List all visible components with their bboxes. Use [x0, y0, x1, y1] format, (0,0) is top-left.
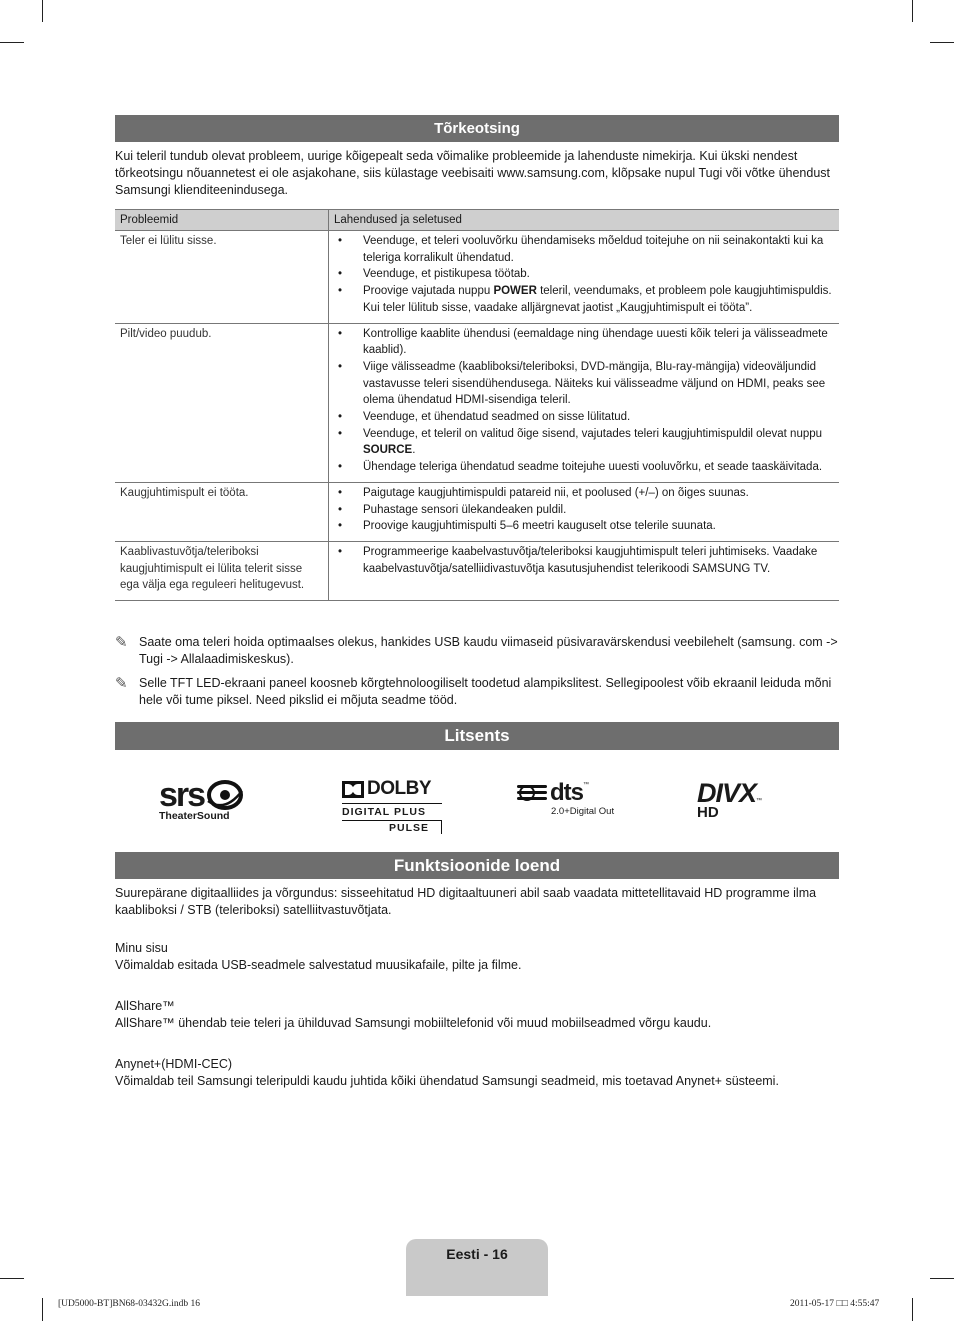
feature-title: AllShare™ [115, 999, 175, 1013]
problem-cell: Kaugjuhtimispult ei tööta. [115, 482, 329, 541]
note-text: Saate oma teleri hoida optimaalses olekus, hankides USB kaudu viimaseid püsivaravärskendusi veebilehelt (samsung. com -> Tugi -> Allalaadimiskeskus). [139, 635, 838, 666]
divx-mark: DIVX [697, 778, 757, 808]
solution-item: • Viige välisseadme (kaabliboksi/teleriboksi, DVD-mängija, Blu-ray-mängija) videoväljundid vastavusse teleri sisendühendusega. Näiteks kui välisseadme väljund on HDMI, peaks see olema ühendatud HDMI-sisendiga teleril. [358, 359, 834, 409]
dolby-line2: PULSE [342, 820, 442, 834]
dts-mark: dts [550, 779, 583, 806]
section-heading-features: Funktsioonide loend [115, 852, 839, 879]
crop-mark [930, 1278, 954, 1279]
feature-desc: AllShare™ ühendab teie teleri ja ühilduvad Samsungi mobiiltelefonid või muud mobiilseadmed võrgu kaudu. [115, 1016, 712, 1030]
solution-item: • Veenduge, et teleri vooluvõrku ühendamiseks mõeldud toitejuhe on nii seinakontakti kui ka teleriga korralikult ühendatud. [358, 233, 834, 266]
pencil-note-icon: ✎ [115, 675, 128, 692]
section-heading-licenses: Litsents [115, 722, 839, 750]
feature-title: Anynet+(HDMI-CEC) [115, 1057, 233, 1071]
table-header-row [115, 210, 839, 231]
table-row [115, 231, 839, 324]
solution-item: • Veenduge, et teleril on valitud õige sisend, vajutades teleri kaugjuhtimispuldil olevat nuppu SOURCE. [358, 426, 834, 459]
note [115, 675, 839, 709]
feature-desc: Võimaldab teil Samsungi teleripuldi kaudu juhtida kõiki ühendatud Samsungi seadmeid, mis toetavad Anynet+ süsteemi. [115, 1074, 779, 1088]
divx-tm: ™ [756, 798, 763, 804]
note [115, 634, 839, 668]
column-header-problems: Probleemid [115, 210, 329, 231]
srs-mark: srs [159, 776, 205, 814]
page-number-tab [406, 1239, 548, 1296]
srs-sub: TheaterSound [159, 810, 230, 822]
solution-item: • Veenduge, et ühendatud seadmed on sisse lülitatud. [358, 409, 834, 426]
feature-item [115, 1056, 839, 1090]
notes-block [115, 634, 839, 716]
crop-mark [912, 0, 913, 22]
srs-theatersound-logo [159, 778, 259, 822]
solution-item: • Proovige kaugjuhtimispulti 5–6 meetri kauguselt otse telerile suunata. [358, 518, 834, 535]
features-intro: Suurepärane digitaalliides ja võrgundus: sisseehitatud HD digitaaltuuneri abil saab vaadata mittetellitavaid HD programme ilma kaabliboksi / STB (teleriboksi) satelliitvastuvõtjata. [115, 886, 817, 917]
table-row [115, 541, 839, 600]
table-row [115, 323, 839, 482]
crop-mark [42, 0, 43, 22]
crop-mark [0, 42, 24, 43]
table-row [115, 482, 839, 541]
page-label: Eesti - 16 [446, 1246, 508, 1262]
feature-item [115, 940, 839, 974]
troubleshooting-table [115, 209, 839, 601]
section-heading-troubleshooting: Tõrkeotsing [115, 115, 839, 142]
dolby-mark: DOLBY [367, 778, 431, 799]
note-text: Selle TFT LED-ekraani paneel koosneb kõrgtehnoloogiliselt toodetud alampikslitest. Sellegipoolest võib ekraanil leiduda mõni hele või tume piksel. Need pikslid ei mõjuta seadme tööd. [139, 676, 832, 707]
crop-mark [42, 1298, 43, 1321]
dolby-digital-plus-logo [342, 778, 442, 834]
solution-item: • Paigutage kaugjuhtimispuldi patareid nii, et poolused (+/–) on õiges suunas. [358, 485, 834, 502]
solution-item: • Ühendage teleriga ühendatud seadme toitejuhe uuesti vooluvõrku, et seade taaskäivitada. [358, 459, 834, 476]
solution-cell [329, 323, 840, 482]
solution-cell [329, 541, 840, 600]
license-logos [115, 770, 839, 840]
solution-item: • Programmeerige kaabelvastuvõtja/teleriboksi kaugjuhtimispult teleri juhtimiseks. Vaadake kaabelvastuvõtja/satelliidivastuvõtja kasutusjuhendist telerikoodi SAMSUNG TV. [358, 544, 834, 577]
dolby-line1: DIGITAL PLUS [342, 803, 442, 818]
dts-digital-out-logo [517, 779, 627, 817]
column-header-solutions: Lahendused ja seletused [329, 210, 840, 231]
solution-item: • Veenduge, et pistikupesa töötab. [358, 266, 834, 283]
divx-sub: HD [697, 804, 719, 821]
problem-cell: Pilt/video puudub. [115, 323, 329, 482]
feature-desc: Võimaldab esitada USB-seadmele salvestatud muusikafaile, pilte ja filme. [115, 958, 522, 972]
pencil-note-icon: ✎ [115, 634, 128, 651]
dts-wave-icon [517, 782, 547, 804]
print-slug-left: [UD5000-BT]BN68-03432G.indb 16 [58, 1299, 200, 1309]
dolby-double-d-icon [342, 781, 364, 798]
solution-item: • Puhastage sensori ülekandeaken puldil. [358, 502, 834, 519]
dts-tm: ™ [583, 782, 589, 788]
troubleshooting-intro: Kui teleril tundub olevat probleem, uurige kõigepealt seda võimalike probleemide ja lahenduste nimekirja. Kui ükski nendest tõrkeotsingu nõuannetest ei ole asjakohane, siis külastage veebisaiti www.samsung.com, klõpsake nupul Tugi või võtke ühendust Samsungi klienditeenindusega. [115, 149, 831, 197]
divx-hd-logo [697, 780, 807, 820]
print-slug-right: 2011-05-17 □□ 4:55:47 [790, 1299, 880, 1309]
solution-item: • Kontrollige kaablite ühendusi (eemaldage ning ühendage uuesti kõik teleri ja välisseadmete kaablid). [358, 326, 834, 359]
srs-circle-icon [206, 779, 244, 811]
crop-mark [0, 1278, 24, 1279]
solution-item: • Proovige vajutada nuppu POWER teleril, veendumaks, et probleem pole kaugjuhtimispuldis. Kui teler lülitub sisse, vaadake alljärgnevat jaotist „Kaugjuhtimispult ei tööta”. [358, 283, 834, 316]
solution-cell [329, 482, 840, 541]
crop-mark [930, 42, 954, 43]
feature-item [115, 998, 839, 1032]
crop-mark [912, 1298, 913, 1321]
problem-cell: Kaablivastuvõtja/teleriboksi kaugjuhtimispult ei lülita telerit sisse ega välja ega reguleeri helitugevust. [115, 541, 329, 600]
dts-sub: 2.0+Digital Out [551, 806, 615, 817]
feature-title: Minu sisu [115, 941, 168, 955]
problem-cell: Teler ei lülitu sisse. [115, 231, 329, 324]
solution-cell [329, 231, 840, 324]
